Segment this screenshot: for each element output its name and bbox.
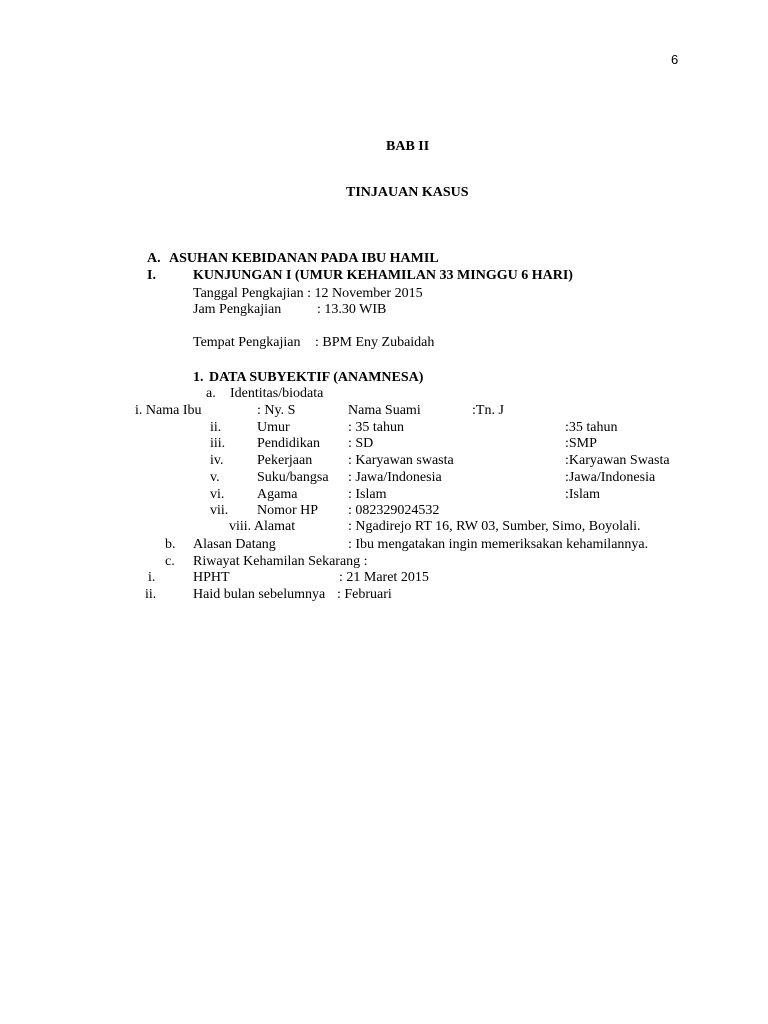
visit-title: KUNJUNGAN I (UMUR KEHAMILAN 33 MINGGU 6 HARI) xyxy=(193,268,573,283)
identitas-title: Identitas/biodata xyxy=(230,386,324,401)
riwayat-row-label: Haid bulan sebelumnya xyxy=(193,587,326,602)
identitas-row-ibu-value: : Karyawan swasta xyxy=(348,453,454,468)
alamat-value: : Ngadirejo RT 16, RW 03, Sumber, Simo, Boyolali. xyxy=(348,519,641,534)
riwayat-row-label: HPHT xyxy=(193,570,230,585)
section-a-title: ASUHAN KEBIDANAN PADA IBU HAMIL xyxy=(169,251,439,266)
jam-pengkajian-value: : 13.30 WIB xyxy=(317,302,387,317)
identitas-row-number: vi. xyxy=(210,487,225,502)
identitas-row-label: Nomor HP xyxy=(257,503,319,518)
alamat-label: viii. Alamat xyxy=(229,519,296,534)
riwayat-row-value: : Februari xyxy=(337,587,392,602)
identitas-row-suami-value: :Karyawan Swasta xyxy=(565,453,670,468)
nama-ibu-label: i. Nama Ibu xyxy=(135,403,202,418)
identitas-row-number: v. xyxy=(210,470,220,485)
identitas-row-label: Suku/bangsa xyxy=(257,470,329,485)
data-subyektif-label: 1. xyxy=(193,370,204,385)
identitas-row-label: Pendidikan xyxy=(257,436,320,451)
riwayat-row-number: ii. xyxy=(145,587,157,602)
alasan-value: : Ibu mengatakan ingin memeriksakan kehamilannya. xyxy=(348,537,649,552)
tanggal-pengkajian: Tanggal Pengkajian : 12 November 2015 xyxy=(193,286,423,301)
identitas-row-number: iii. xyxy=(210,436,226,451)
alasan-title: Alasan Datang xyxy=(193,537,276,552)
nama-suami-label: Nama Suami xyxy=(348,403,421,418)
identitas-row-label: Umur xyxy=(257,420,290,435)
nama-suami-value: :Tn. J xyxy=(472,403,504,418)
riwayat-row-value: : 21 Maret 2015 xyxy=(339,570,429,585)
tempat-pengkajian-label: Tempat Pengkajian xyxy=(193,335,301,350)
identitas-row-ibu-value: : 082329024532 xyxy=(348,503,440,518)
alasan-label: b. xyxy=(165,537,176,552)
nama-ibu-value: : Ny. S xyxy=(257,403,296,418)
riwayat-label: c. xyxy=(165,554,175,569)
identitas-row-label: Pekerjaan xyxy=(257,453,313,468)
riwayat-row-number: i. xyxy=(148,570,156,585)
identitas-row-number: ii. xyxy=(210,420,222,435)
data-subyektif-title: DATA SUBYEKTIF (ANAMNESA) xyxy=(209,370,424,385)
chapter-title: TINJAUAN KASUS xyxy=(346,185,469,200)
tempat-pengkajian-value: : BPM Eny Zubaidah xyxy=(315,335,435,350)
identitas-row-number: iv. xyxy=(210,453,224,468)
identitas-row-number: vii. xyxy=(210,503,229,518)
visit-label: I. xyxy=(147,268,156,283)
section-a-label: A. xyxy=(147,251,161,266)
identitas-row-suami-value: :Jawa/Indonesia xyxy=(565,470,656,485)
identitas-label: a. xyxy=(206,386,216,401)
identitas-row-ibu-value: : Jawa/Indonesia xyxy=(348,470,442,485)
identitas-row-label: Agama xyxy=(257,487,298,502)
identitas-row-ibu-value: : Islam xyxy=(348,487,387,502)
identitas-row-ibu-value: : SD xyxy=(348,436,374,451)
identitas-row-suami-value: :SMP xyxy=(565,436,597,451)
page-number: 6 xyxy=(671,52,679,67)
identitas-row-suami-value: :35 tahun xyxy=(565,420,618,435)
riwayat-title: Riwayat Kehamilan Sekarang : xyxy=(193,554,368,569)
identitas-row-ibu-value: : 35 tahun xyxy=(348,420,404,435)
chapter-heading: BAB II xyxy=(386,139,430,154)
jam-pengkajian-label: Jam Pengkajian xyxy=(193,302,282,317)
identitas-row-suami-value: :Islam xyxy=(565,487,600,502)
